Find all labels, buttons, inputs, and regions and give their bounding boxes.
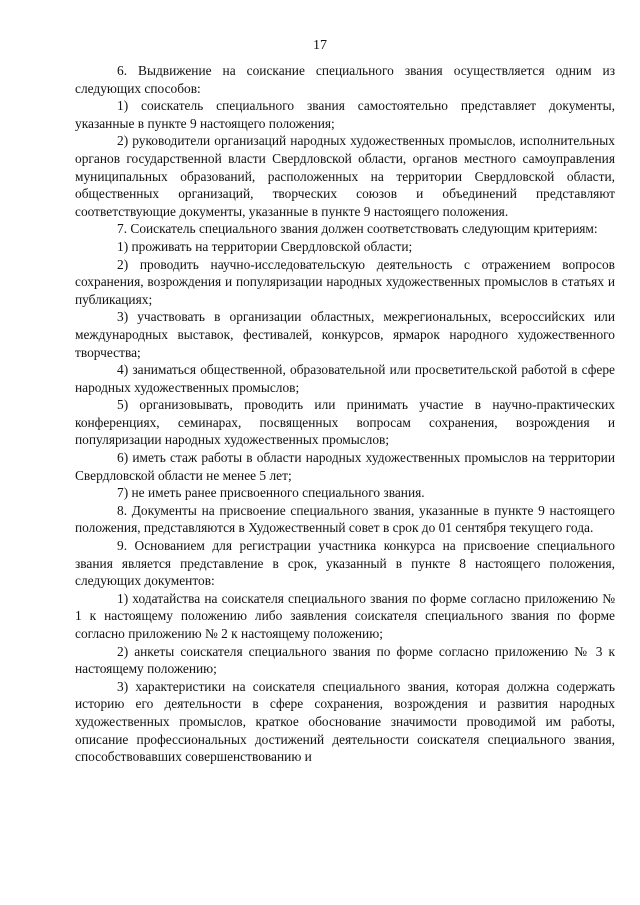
paragraph-7-item-6: 6) иметь стаж работы в области народных художественных промыслов на территории Свердловской области не менее 5 лет; <box>75 450 615 483</box>
paragraph-9-item-3: 3) характеристики на соискателя специального звания, которая должна содержать историю его деятельности в сфере сохранения, возрождения и развития народных художественных промыслов, краткое обоснование значимости проводимой им работы, описание профессиональных достижений деятельности соискателя специального звания, способствовавших совершенствованию и <box>75 678 615 765</box>
document-body <box>75 62 615 766</box>
paragraph-6-item-1: 1) соискатель специального звания самостоятельно представляет документы, указанные в пункте 9 настоящего положения; <box>75 98 615 131</box>
paragraph-7-item-2: 2) проводить научно-исследовательскую деятельность с отражением вопросов сохранения, возрождения и популяризации народных художественных промыслов в статьях и публикациях; <box>75 256 615 307</box>
paragraph-8: 8. Документы на присвоение специального звания, указанные в пункте 9 настоящего положения, представляются в Художественный совет в срок до 01 сентября текущего года. <box>75 502 615 536</box>
paragraph-9-intro: 9. Основанием для регистрации участника конкурса на присвоение специального звания является представление в срок, указанный в пункте 8 настоящего положения, следующих документов: <box>75 538 615 589</box>
paragraph-7-item-5: 5) организовывать, проводить или принимать участие в научно-практических конференциях, семинарах, посвященных вопросам сохранения, возрождения и популяризации народных художественных промыслов; <box>75 397 615 448</box>
page-number: 17 <box>313 38 327 53</box>
paragraph-9-item-1: 1) ходатайства на соискателя специального звания по форме согласно приложению № 1 к настоящему положению либо заявления соискателя специального звания по форме согласно приложению № 2 к настоящему положению; <box>75 590 615 641</box>
paragraph-6-item-2: 2) руководители организаций народных художественных промыслов, исполнительных органов государственной власти Свердловской области, органов местного самоуправления муниципальных образований, расположенных на территории Свердловской области, общественных организаций, творческих союзов и объединений представляют соответствующие документы, указанные в пункте 9 настоящего положения. <box>75 133 615 219</box>
paragraph-6-intro: 6. Выдвижение на соискание специального звания осуществляется одним из следующих способов: <box>75 63 615 96</box>
paragraph-7-item-7: 7) не иметь ранее присвоенного специального звания. <box>117 485 425 501</box>
paragraph-7-intro: 7. Соискатель специального звания должен соответствовать следующим критериям: <box>117 221 598 237</box>
paragraph-9-item-2: 2) анкеты соискателя специального звания по форме согласно приложению № 3 к настоящему положению; <box>75 643 615 677</box>
paragraph-7-item-3: 3) участвовать в организации областных, межрегиональных, всероссийских или международных выставок, фестивалей, конкурсов, ярмарок народного художественного творчества; <box>75 309 615 360</box>
paragraph-7-item-1: 1) проживать на территории Свердловской области; <box>117 238 413 254</box>
paragraph-7-item-4: 4) заниматься общественной, образовательной или просветительской работой в сфере народных художественных промыслов; <box>75 362 615 395</box>
